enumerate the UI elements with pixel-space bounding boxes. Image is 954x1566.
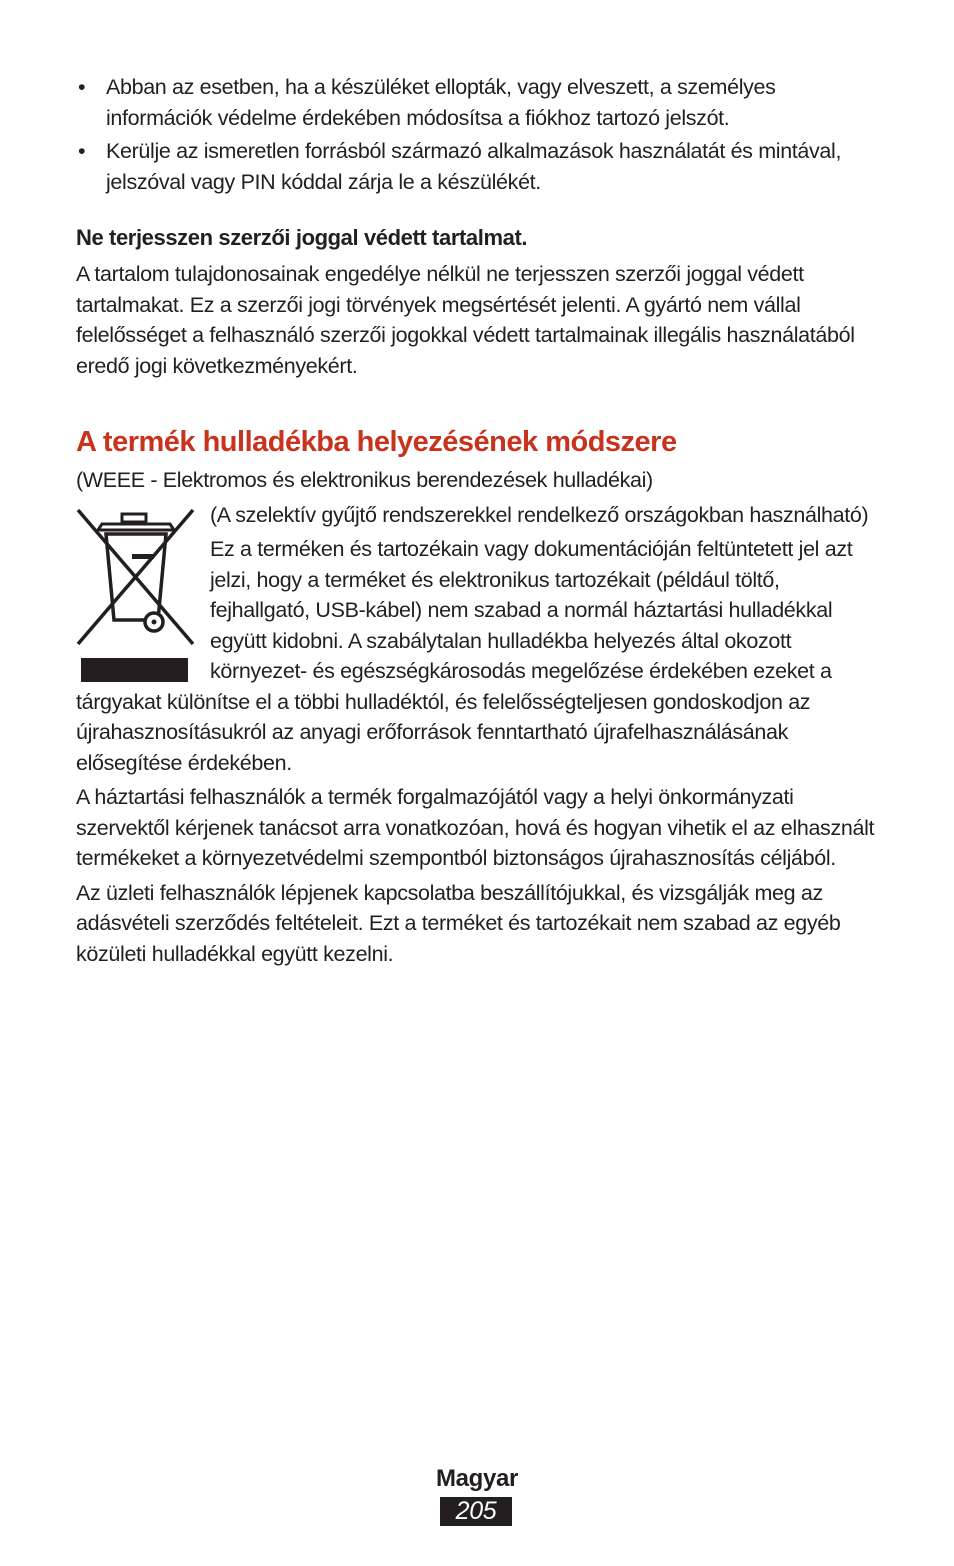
- weee-paragraph-3: Az üzleti felhasználók lépjenek kapcsolatba beszállítójukkal, és vizsgálják meg az adásvételi szerződés feltételeit. Ezt a terméket és tartozékait nem szabad az egyéb közületi hulladékkal együtt kezelni.: [76, 880, 841, 966]
- list-item: [76, 136, 876, 197]
- copyright-paragraph: A tartalom tulajdonosainak engedélye nélkül ne terjesszen szerzői joggal védett tartalmakat. Ez a szerzői jogi törvények megsértését jelenti. A gyártó nem vállal felelősséget a felhasználó szerzői jogokkal védett tartalmainak illegális használatából eredő jogi következményekért.: [76, 262, 855, 378]
- copyright-heading: Ne terjesszen szerzői joggal védett tartalmat.: [76, 225, 528, 250]
- bullet-symbol: •: [78, 139, 86, 163]
- list-item-text: Abban az esetben, ha a készüléket ellopták, vagy elveszett, a személyes információk védelme érdekében módosítsa a fiókhoz tartozó jelszót.: [106, 75, 776, 130]
- weee-subtitle: (WEEE - Elektromos és elektronikus berendezések hulladékai): [76, 468, 653, 492]
- weee-black-bar: [81, 658, 188, 682]
- footer-language: Magyar: [436, 1465, 518, 1492]
- bullet-symbol: •: [78, 75, 86, 99]
- disposal-heading: A termék hulladékba helyezésének módszere: [76, 426, 677, 458]
- weee-availability-note: (A szelektív gyűjtő rendszerekkel rendelkező országokban használható): [210, 502, 869, 527]
- list-item: [76, 72, 876, 133]
- list-item-text: Kerülje az ismeretlen forrásból származó alkalmazások használatát és mintával, jelszóval vagy PIN kóddal zárja le a készülékét.: [106, 139, 842, 194]
- page-number: 205: [440, 1497, 512, 1526]
- weee-section: [76, 500, 876, 783]
- crossed-out-wheelie-bin-icon: [76, 504, 196, 680]
- weee-paragraph-1: Ez a terméken és tartozékain vagy dokumentációján feltüntetett jel azt jelzi, hogy a terméket és elektronikus tartozékait (például töltő, fejhallgató, USB-kábel) nem szabad a normál háztartási hulladékkal együtt kidobni. A szabálytalan hulladékba helyezés által okozott környezet- és egészségkárosodás megelőzése érdekében ezeket a tárgyakat különítse el a többi hulladéktól, és felelősségteljesen gondoskodjon az újrahasznosításukról az anyagi erőforrások fenntartható újrafelhasználásának elősegítése érdekében.: [76, 537, 853, 775]
- page-content: [76, 72, 876, 973]
- weee-paragraph-2: A háztartási felhasználók a termék forgalmazójától vagy a helyi önkormányzati szervektől kérjenek tanácsot arra vonatkozóan, hová és hogyan vihetik el az elhasznált termékeket a környezetvédelmi szempontból biztonságos újrahasznosítás céljából.: [76, 785, 875, 870]
- security-tips-list: [76, 72, 876, 197]
